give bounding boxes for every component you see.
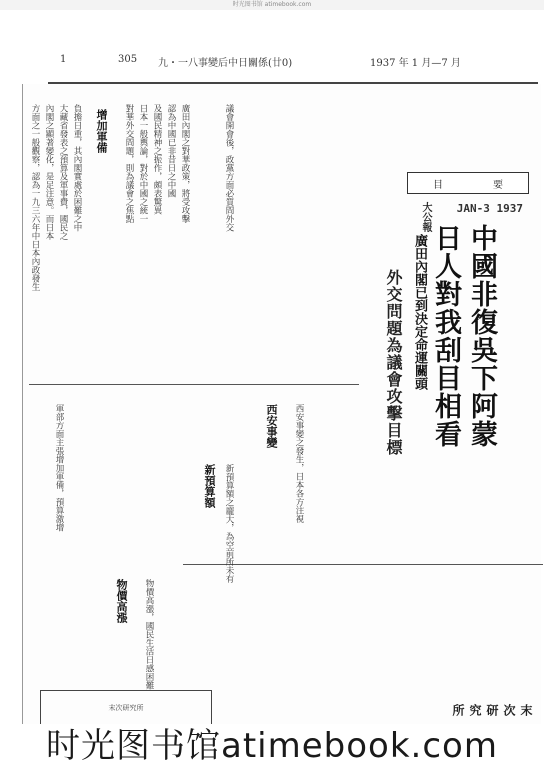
body-column: 對華外交問題，則為議會之焦點 — [124, 104, 134, 223]
body-column: 及國民精神之振作，頗表驚異 — [152, 104, 162, 215]
date-range: 1937 年 1 月—7 月 — [370, 58, 461, 69]
divider-horizontal — [29, 384, 359, 385]
institute-label: 末次研究所 — [451, 704, 533, 720]
newspaper-clipping — [22, 84, 541, 732]
mokuroku-char-2: 要 — [493, 179, 503, 191]
collection-title: 九・一八事變后中日關係(廿0) — [158, 58, 293, 69]
body-column: 方面之一般觀察，認為一九三六年中日本內政發生 — [30, 104, 40, 291]
section-prices: 物價高漲 — [115, 579, 128, 623]
mokuroku-box — [407, 172, 529, 194]
headline-line-2: 日人對我刮目相看 — [430, 224, 461, 448]
body-column: 負擔日重，其內閣實處於困難之中 — [72, 104, 82, 232]
watermark: 时光图书馆atimebook.com — [0, 724, 544, 768]
archive-seal: 末次研究所 — [40, 690, 212, 726]
series-number: 305 — [118, 54, 138, 65]
body-column: 內閣之顯著變化，是足注意。而日本 — [44, 104, 54, 240]
body-column: 軍部方面主張增加軍備，預算激增 — [54, 404, 64, 532]
subheadline-1: 廣田內閣已到決定命運關頭 — [412, 234, 427, 390]
body-column: 物價高漲，國民生活日感困難 — [144, 579, 154, 690]
body-column: 認為中國已非昔日之中國 — [166, 104, 176, 198]
page-number: 1 — [60, 54, 67, 65]
headline-line-1: 中國非復吳下阿蒙 — [466, 224, 497, 448]
page-header — [48, 54, 538, 70]
body-column: 日本一般輿論，對於中國之統一 — [138, 104, 148, 223]
body-column: 西安事變之發生，日本各方注視 — [294, 404, 304, 523]
divider-horizontal-2 — [183, 564, 543, 565]
newspaper-name: 大公報 — [420, 202, 431, 232]
body-column: 新預算額之龐大，為空前所未有 — [224, 464, 234, 583]
section-budget: 新預算額 — [203, 464, 216, 508]
section-military: 增加軍備 — [95, 109, 108, 153]
subheadline-2: 外交問題為議會攻擊目標 — [384, 269, 403, 456]
body-column: 大藏省發表之預算及軍事費，國民之 — [58, 104, 68, 240]
body-column: 議會開會後，政黨方面必質問外交 — [224, 104, 234, 232]
body-column: 廣田內閣之對華政策，將受攻擊 — [180, 104, 190, 223]
section-xian: 西安事變 — [265, 404, 278, 448]
mokuroku-char-1: 目 — [433, 179, 443, 191]
site-bar: 时光图书馆 atimebook.com — [0, 0, 544, 10]
date-stamp: JAN-3 1937 — [456, 202, 523, 215]
